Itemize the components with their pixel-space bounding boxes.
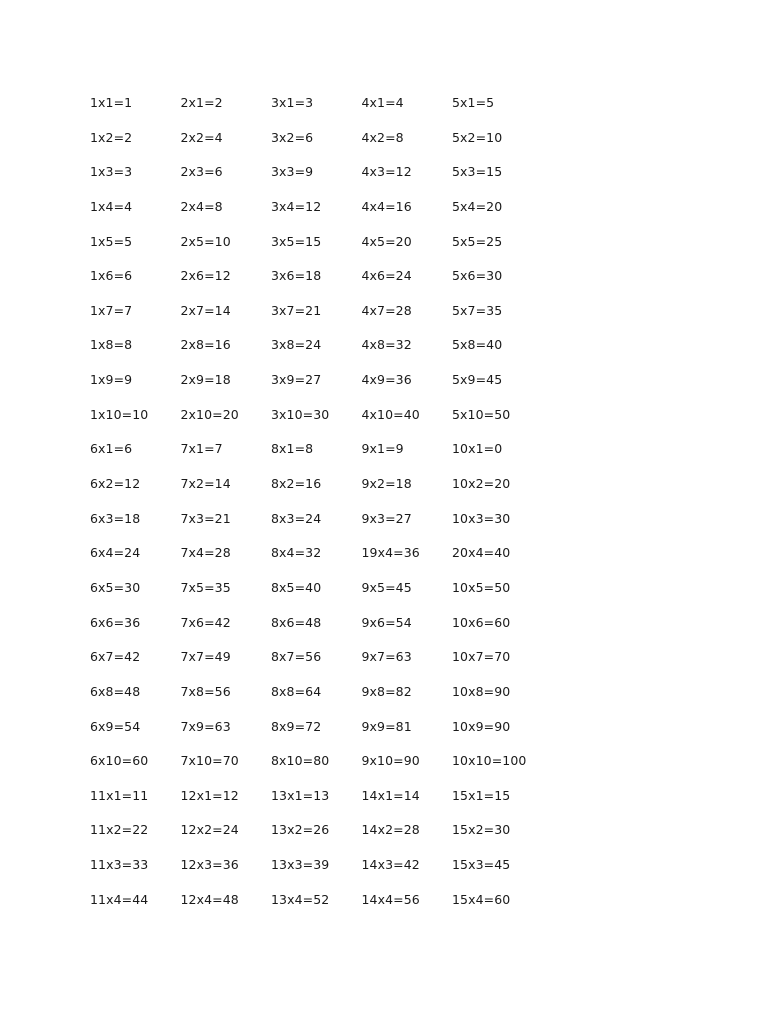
table-cell: 3x2=6 (271, 129, 314, 145)
table-cell: 9x2=18 (361, 476, 412, 492)
table-row (90, 233, 590, 268)
table-cell: 4x9=36 (361, 372, 412, 388)
table-cell: 6x5=30 (90, 579, 141, 595)
table-cell: 13x2=26 (271, 822, 330, 838)
table-cell: 3x4=12 (271, 198, 322, 214)
table-cell: 2x1=2 (180, 95, 223, 110)
table-cell: 13x1=13 (271, 787, 330, 803)
table-cell: 1x2=2 (90, 129, 133, 145)
table-cell: 1x5=5 (90, 233, 133, 249)
table-cell: 6x2=12 (90, 476, 141, 492)
table-row (90, 475, 590, 510)
table-cell: 7x8=56 (180, 683, 231, 699)
table-cell: 6x3=18 (90, 510, 141, 526)
table-cell: 7x4=28 (180, 545, 231, 561)
table-cell: 4x1=4 (361, 95, 404, 110)
table-cell: 5x3=15 (452, 164, 503, 180)
table-cell: 1x8=8 (90, 337, 133, 353)
multiplication-table (90, 94, 590, 925)
table-row (90, 614, 590, 649)
table-row (90, 371, 590, 406)
table-cell: 5x2=10 (452, 129, 503, 145)
table-cell: 7x2=14 (180, 476, 231, 492)
table-cell: 20x4=40 (452, 545, 511, 561)
table-cell: 10x1=0 (452, 441, 503, 457)
table-cell: 4x4=16 (361, 198, 412, 214)
table-cell: 2x6=12 (180, 268, 231, 284)
table-row (90, 440, 590, 475)
table-row (90, 821, 590, 856)
table-cell: 14x1=14 (361, 787, 420, 803)
table-cell: 10x5=50 (452, 579, 511, 595)
table-row (90, 267, 590, 302)
table-cell: 12x4=48 (180, 891, 239, 907)
table-cell: 3x6=18 (271, 268, 322, 284)
table-cell: 9x5=45 (361, 579, 412, 595)
table-cell: 15x3=45 (452, 857, 511, 873)
table-cell: 11x3=33 (90, 857, 149, 873)
table-row (90, 648, 590, 683)
table-cell: 6x4=24 (90, 545, 141, 561)
table-cell: 5x7=35 (452, 302, 503, 318)
table-cell: 11x4=44 (90, 891, 149, 907)
table-row (90, 129, 590, 164)
table-cell: 2x10=20 (180, 406, 239, 422)
table-cell: 8x9=72 (271, 718, 322, 734)
table-cell: 14x3=42 (361, 857, 420, 873)
table-cell: 7x1=7 (180, 441, 223, 457)
table-cell: 3x10=30 (271, 406, 330, 422)
table-cell: 8x10=80 (271, 753, 330, 769)
table-cell: 6x9=54 (90, 718, 141, 734)
table-cell: 7x5=35 (180, 579, 231, 595)
table-cell: 7x10=70 (180, 753, 239, 769)
table-cell: 4x10=40 (361, 406, 420, 422)
table-cell: 5x5=25 (452, 233, 503, 249)
table-cell: 1x7=7 (90, 302, 133, 318)
table-cell: 10x7=70 (452, 649, 511, 665)
table-cell: 1x10=10 (90, 406, 149, 422)
table-cell: 13x3=39 (271, 857, 330, 873)
table-cell: 4x5=20 (361, 233, 412, 249)
table-cell: 14x2=28 (361, 822, 420, 838)
table-cell: 3x8=24 (271, 337, 322, 353)
table-cell: 2x3=6 (180, 164, 223, 180)
table-cell: 6x1=6 (90, 441, 133, 457)
table-cell: 1x4=4 (90, 198, 133, 214)
table-cell: 9x6=54 (361, 614, 412, 630)
table-cell: 5x9=45 (452, 372, 503, 388)
table-row (90, 752, 590, 787)
table-cell: 2x2=4 (180, 129, 223, 145)
table-cell: 9x8=82 (361, 683, 412, 699)
table-cell: 15x4=60 (452, 891, 511, 907)
table-cell: 7x9=63 (180, 718, 231, 734)
table-cell: 10x6=60 (452, 614, 511, 630)
table-cell: 4x2=8 (361, 129, 404, 145)
table-row (90, 302, 590, 337)
table-cell: 2x5=10 (180, 233, 231, 249)
table-cell: 10x8=90 (452, 683, 511, 699)
table-cell: 12x3=36 (180, 857, 239, 873)
table-cell: 1x3=3 (90, 164, 133, 180)
table-cell: 11x1=11 (90, 787, 149, 803)
table-cell: 15x2=30 (452, 822, 511, 838)
table-cell: 6x7=42 (90, 649, 141, 665)
table-row (90, 510, 590, 545)
table-cell: 1x9=9 (90, 372, 133, 388)
table-row (90, 856, 590, 891)
table-cell: 8x2=16 (271, 476, 322, 492)
table-cell: 19x4=36 (361, 545, 420, 561)
table-cell: 4x3=12 (361, 164, 412, 180)
table-cell: 5x8=40 (452, 337, 503, 353)
table-row (90, 544, 590, 579)
table-cell: 8x1=8 (271, 441, 314, 457)
table-cell: 2x9=18 (180, 372, 231, 388)
table-cell: 4x7=28 (361, 302, 412, 318)
table-cell: 12x2=24 (180, 822, 239, 838)
table-row (90, 787, 590, 822)
table-cell: 2x7=14 (180, 302, 231, 318)
table-row (90, 718, 590, 753)
table-cell: 8x4=32 (271, 545, 322, 561)
table-cell: 7x6=42 (180, 614, 231, 630)
table-cell: 10x10=100 (452, 753, 527, 769)
table-cell: 9x7=63 (361, 649, 412, 665)
table-cell: 6x8=48 (90, 683, 141, 699)
table-cell: 8x7=56 (271, 649, 322, 665)
table-cell: 9x3=27 (361, 510, 412, 526)
table-cell: 14x4=56 (361, 891, 420, 907)
table-row (90, 683, 590, 718)
table-cell: 8x8=64 (271, 683, 322, 699)
table-row (90, 406, 590, 441)
table-cell: 1x1=1 (90, 95, 133, 110)
table-row (90, 94, 590, 129)
table-cell: 11x2=22 (90, 822, 149, 838)
table-cell: 5x1=5 (452, 95, 495, 110)
table-cell: 15x1=15 (452, 787, 511, 803)
table-cell: 6x10=60 (90, 753, 149, 769)
table-row (90, 163, 590, 198)
table-cell: 12x1=12 (180, 787, 239, 803)
table-cell: 6x6=36 (90, 614, 141, 630)
table-cell: 5x4=20 (452, 198, 503, 214)
table-cell: 10x9=90 (452, 718, 511, 734)
table-cell: 3x7=21 (271, 302, 322, 318)
table-cell: 4x8=32 (361, 337, 412, 353)
table-row (90, 336, 590, 371)
table-cell: 9x10=90 (361, 753, 420, 769)
table-cell: 7x3=21 (180, 510, 231, 526)
table-row (90, 579, 590, 614)
table-cell: 9x1=9 (361, 441, 404, 457)
table-cell: 2x8=16 (180, 337, 231, 353)
table-cell: 4x6=24 (361, 268, 412, 284)
table-row (90, 891, 590, 926)
table-cell: 8x5=40 (271, 579, 322, 595)
table-cell: 8x6=48 (271, 614, 322, 630)
table-cell: 3x3=9 (271, 164, 314, 180)
table-cell: 8x3=24 (271, 510, 322, 526)
table-cell: 7x7=49 (180, 649, 231, 665)
table-cell: 1x6=6 (90, 268, 133, 284)
table-cell: 3x9=27 (271, 372, 322, 388)
table-cell: 3x1=3 (271, 95, 314, 110)
table-cell: 13x4=52 (271, 891, 330, 907)
table-cell: 2x4=8 (180, 198, 223, 214)
table-cell: 3x5=15 (271, 233, 322, 249)
table-cell: 10x3=30 (452, 510, 511, 526)
table-row (90, 198, 590, 233)
table-cell: 5x6=30 (452, 268, 503, 284)
table-cell: 5x10=50 (452, 406, 511, 422)
table-cell: 10x2=20 (452, 476, 511, 492)
table-cell: 9x9=81 (361, 718, 412, 734)
